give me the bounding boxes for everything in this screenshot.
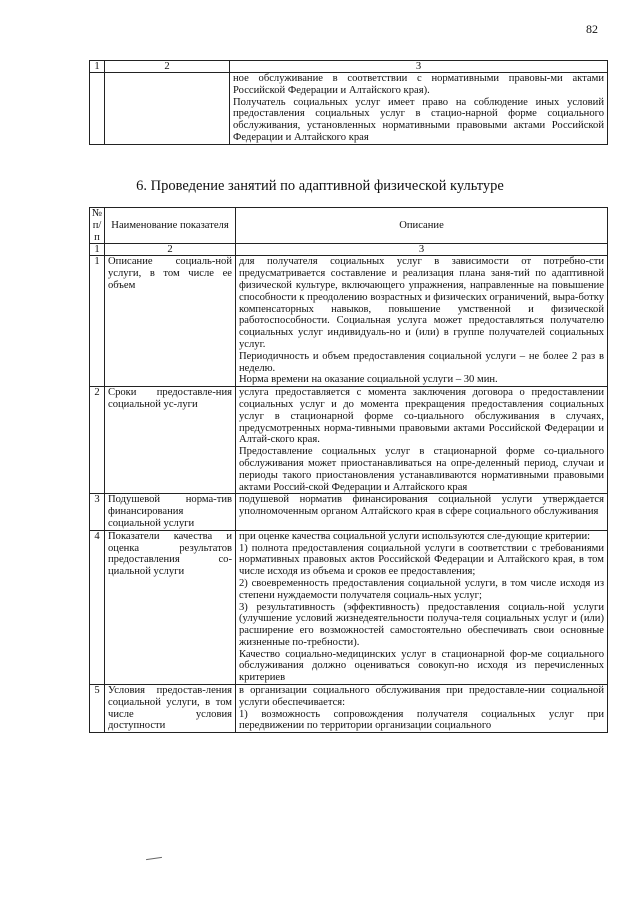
col-number-1: 1 [90, 61, 105, 73]
col-number-2: 2 [105, 244, 236, 256]
col-number-1: 1 [90, 244, 105, 256]
description-paragraph: ное обслуживание в соответствии с нормативными правовы-ми актами Российской Федерации и Алтайского края). [233, 73, 604, 96]
row-number: 3 [90, 494, 105, 530]
row-number: 1 [90, 256, 105, 387]
parameter-name: Подушевой норма-тив финансирования социальной услуги [105, 494, 236, 530]
description-paragraph: Получатель социальных услуг имеет право на соблюдение иных условий предоставления социальных услуг в стацио-нарной форме социального обслуживания, установленных нормативными правовыми актами Российской Федерации и Алтайского края [233, 96, 604, 143]
parameter-cell [105, 73, 230, 145]
description-paragraph: 3) результативность (эффективность) предоставления социаль-ной услуги (улучшение условий жизнедеятельности получа-теля социальных услуг и (или) расширение его возможностей самостоятельно обеспечивать свои основные жизненные по-требности). [239, 601, 604, 648]
table-row [90, 530, 608, 684]
pen-mark [146, 857, 162, 860]
table-row [90, 387, 608, 494]
description-paragraph: Качество социально-медицинских услуг в стационарной фор-ме социального обслуживания должно оцениваться совокуп-но исходя из перечисленных критериев [239, 648, 604, 684]
description-paragraph: при оценке качества социальной услуги используются сле-дующие критерии: [239, 530, 591, 542]
header-row [90, 208, 608, 244]
column-number-row [90, 61, 608, 73]
row-number: 4 [90, 530, 105, 684]
description-paragraph: услуга предоставляется с момента заключения договора о предоставлении социальных услуг и до момента прекращения предоставления социальных услуг в стационарной форме со-циального обслуживания в случаях, предусмотренных норма-тивными правовыми актами Российской Федерации и Алтай-ского края. [239, 387, 604, 446]
col-number-3: 3 [236, 244, 608, 256]
section-title: 6. Проведение занятий по адаптивной физической культуре [136, 178, 504, 194]
header-parameter: Наименование показателя [105, 208, 236, 244]
description-paragraph: Норма времени на оказание социальной услуги – 30 мин. [239, 374, 498, 386]
description-paragraph: 1) возможность сопровождения получателя социальных услуг при передвижении по территории организации социального [239, 708, 604, 732]
service-table [89, 207, 608, 733]
row-number: 2 [90, 387, 105, 494]
table-row [90, 685, 608, 733]
row-number: 5 [90, 685, 105, 733]
table-row [90, 494, 608, 530]
parameter-name: Условия предостав-ления социальной услуги, в том числе условия доступности [105, 685, 236, 733]
col-number-2: 2 [105, 61, 230, 73]
parameter-name: Сроки предоставле-ния социальной ус-луги [105, 387, 236, 494]
description-cell [230, 73, 608, 145]
description-paragraph: 2) своевременность предоставления социальной услуги, в том числе исходя из степени нуждаемости получателя социаль-ных услуг; [239, 577, 604, 601]
description-paragraph: Периодичность и объем предоставления социальной услуги – не более 2 раз в неделю. [239, 350, 604, 374]
header-description: Описание [236, 208, 608, 244]
table-row [90, 256, 608, 387]
col-number-3: 3 [230, 61, 608, 73]
description-cell [236, 494, 608, 530]
description-cell [236, 530, 608, 684]
description-paragraph: в организации социального обслуживания при предоставле-нии социальной услуги обеспечивается: [239, 685, 604, 708]
parameter-name: Показатели качества и оценка результатов предоставления со-циальной услуги [105, 530, 236, 684]
description-paragraph: для получателя социальных услуг в зависимости от потребно-сти предусматривается составление и реализация плана заня-тий по адаптивной физической культуре, включающего упражнения, направленные на повышение способности к преодолению возрастных и физических ограничений, выра-ботку компенсаторных навыков, повышение умственной и физической работоспособности. Социальная услуга может предоставляться получателю социальных услуг индивидуаль-но и (или) в группе получателей социальных услуг. [239, 256, 604, 350]
page-number: 82 [586, 22, 598, 36]
description-paragraph: подушевой норматив финансирования социальной услуги утверждается уполномоченным органом Алтайского края в сфере социального обслуживания [239, 494, 604, 518]
continuation-table [89, 60, 608, 145]
description-paragraph: 1) полнота предоставления социальной услуги в соответствии с требованиями нормативных правовых актов Российской Федерации и Алтайского края, в том числе исходя из объема и сроков ее предоставления; [239, 542, 604, 578]
description-cell [236, 387, 608, 494]
description-cell [236, 685, 608, 733]
parameter-name: Описание социаль-ной услуги, в том числе ее объем [105, 256, 236, 387]
column-number-row [90, 244, 608, 256]
header-number: № п/п [90, 208, 105, 244]
description-paragraph: Предоставление социальных услуг в стационарной форме со-циального обслуживания может приостанавливаться на опре-деленный период, случаи и периоды такого приостановления устанавливаются нормативными правовыми актами Россий-ской Федерации и Алтайского края [239, 446, 604, 493]
description-cell [236, 256, 608, 387]
row-number-cell [90, 73, 105, 145]
table-row [90, 73, 608, 145]
